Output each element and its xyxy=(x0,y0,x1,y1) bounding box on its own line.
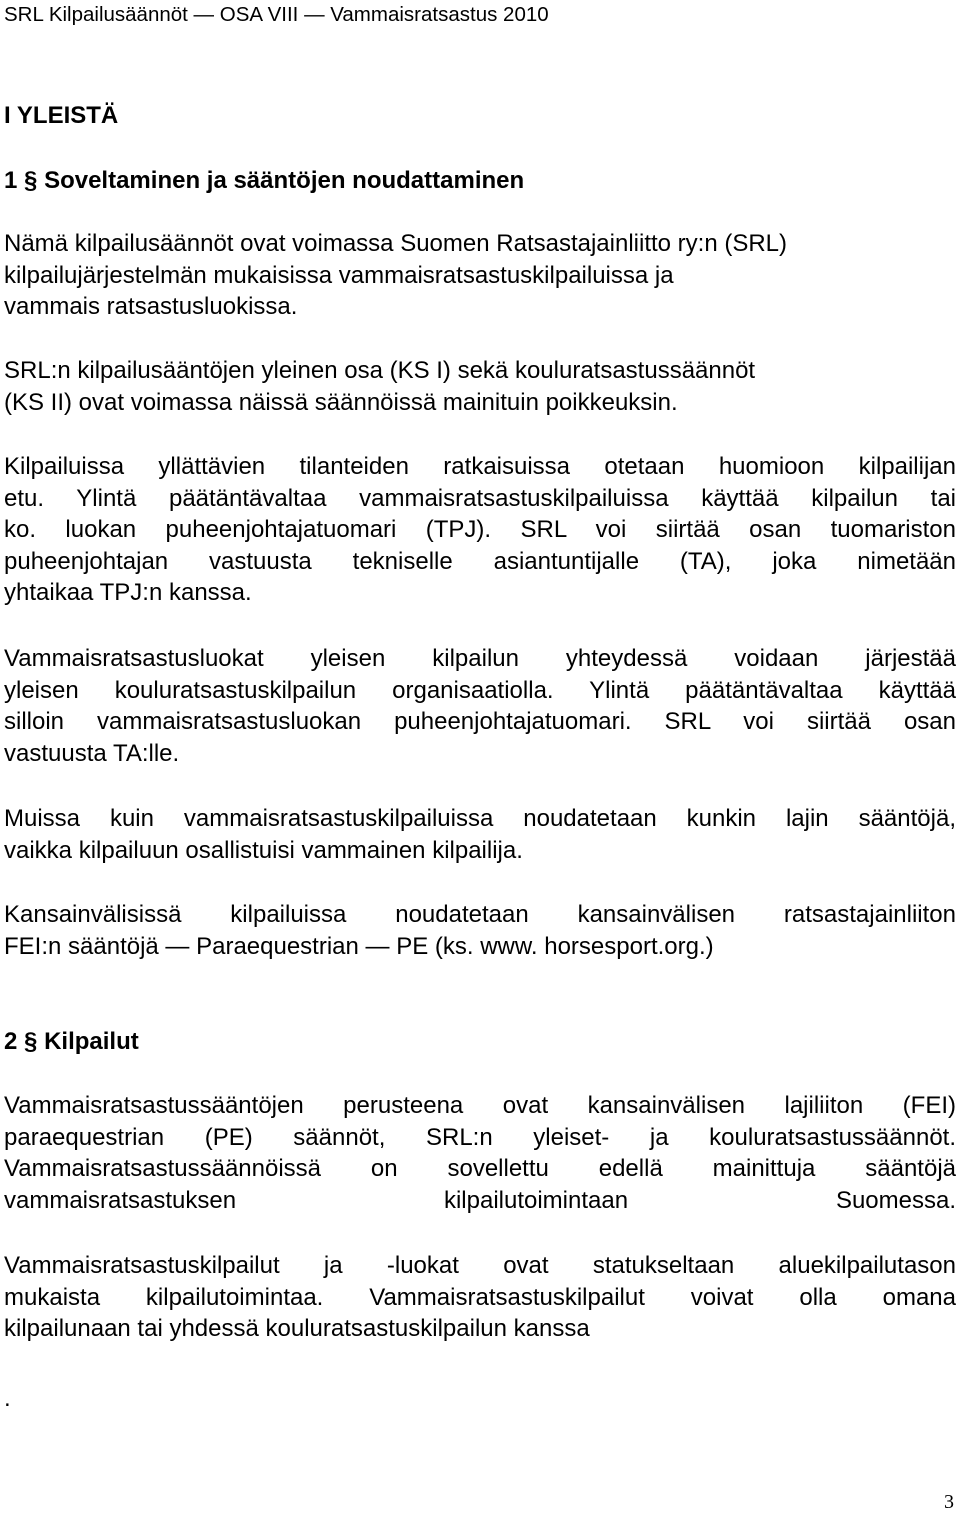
article-1-paragraph-6 xyxy=(4,899,956,962)
text-line: ko. luokan puheenjohtajatuomari (TPJ). SRL voi siirtää osan tuomariston xyxy=(4,516,956,544)
text-line: yhtaikaa TPJ:n kanssa. xyxy=(4,579,252,607)
section-sign: § xyxy=(24,1028,38,1055)
text-line: silloin vammaisratsastusluokan puheenjohtajatuomari. SRL voi siirtää osan xyxy=(4,708,956,736)
text-line: Nämä kilpailusäännöt ovat voimassa Suomen Ratsastajainliitto ry:n (SRL) xyxy=(4,230,788,257)
running-header: SRL Kilpailusäännöt — OSA VIII — Vammaisratsastus 2010 xyxy=(4,3,549,26)
article-2-paragraph-2 xyxy=(4,1250,956,1345)
text-line: paraequestrian (PE) säännöt, SRL:n yleiset- ja kouluratsastussäännöt. xyxy=(4,1123,956,1151)
article-1-paragraph-1 xyxy=(4,228,956,323)
text-line: Vammaisratsastussääntöjen perusteena ovat kansainvälisen lajiliiton (FEI) xyxy=(4,1092,956,1119)
page-number: 3 xyxy=(944,1491,954,1513)
article-1-paragraph-5 xyxy=(4,803,956,866)
text-line: mukaista kilpailutoimintaa. Vammaisratsastuskilpailut voivat olla omana xyxy=(4,1283,956,1311)
article-1-paragraph-3 xyxy=(4,451,956,609)
article-2-title: Kilpailut xyxy=(44,1028,139,1055)
text-line: kilpailujärjestelmän mukaisissa vammaisratsastuskilpailuissa ja xyxy=(4,261,674,289)
trailing-dot: . xyxy=(4,1385,11,1412)
article-1-heading xyxy=(4,166,956,196)
section-sign: § xyxy=(24,167,38,194)
text-line: vastuusta TA:lle. xyxy=(4,739,180,767)
article-1-title: Soveltaminen ja sääntöjen noudattaminen xyxy=(44,167,525,194)
article-1-paragraph-2 xyxy=(4,355,956,418)
article-2-number: 2 xyxy=(4,1028,18,1055)
text-line: etu. Ylintä päätäntävaltaa vammaisratsastuskilpailuissa käyttää kilpailun tai xyxy=(4,484,956,512)
article-1-paragraph-4 xyxy=(4,643,956,769)
text-line: Kansainvälisissä kilpailuissa noudatetaan kansainvälisen ratsastajainliiton xyxy=(4,901,956,928)
text-line: kilpailunaan tai yhdessä kouluratsastuskilpailun kanssa xyxy=(4,1315,590,1343)
text-line: SRL:n kilpailusääntöjen yleinen osa (KS I) sekä kouluratsastussäännöt xyxy=(4,357,756,384)
text-line: vammais ratsastusluokissa. xyxy=(4,293,298,321)
text-line: FEI:n sääntöjä — Paraequestrian — PE (ks. www. horsesport.org.) xyxy=(4,932,714,960)
text-line: puheenjohtajan vastuusta tekniselle asiantuntijalle (TA), joka nimetään xyxy=(4,547,956,575)
text-line: Vammaisratsastusluokat yleisen kilpailun yhteydessä voidaan järjestää xyxy=(4,645,956,672)
article-2-paragraph-1 xyxy=(4,1090,956,1216)
article-1-number: 1 xyxy=(4,167,18,194)
article-2-heading xyxy=(4,1027,956,1057)
text-line: Kilpailuissa yllättävien tilanteiden ratkaisuissa otetaan huomioon kilpailijan xyxy=(4,453,956,480)
text-line: yleisen kouluratsastuskilpailun organisaatiolla. Ylintä päätäntävaltaa käyttää xyxy=(4,676,956,704)
text-line: Vammaisratsastussäännöissä on sovellettu edellä mainittuja sääntöjä xyxy=(4,1155,956,1183)
text-line: Vammaisratsastuskilpailut ja -luokat ovat statukseltaan aluekilpailutason xyxy=(4,1252,956,1279)
text-line: vaikka kilpailuun osallistuisi vammainen kilpailija. xyxy=(4,836,523,864)
text-line: (KS II) ovat voimassa näissä säännöissä mainituin poikkeuksin. xyxy=(4,388,678,416)
text-line: vammaisratsastuksen kilpailutoimintaan Suomessa. xyxy=(4,1186,956,1214)
section-title: I YLEISTÄ xyxy=(4,102,119,129)
text-line: Muissa kuin vammaisratsastuskilpailuissa noudatetaan kunkin lajin sääntöjä, xyxy=(4,805,956,832)
